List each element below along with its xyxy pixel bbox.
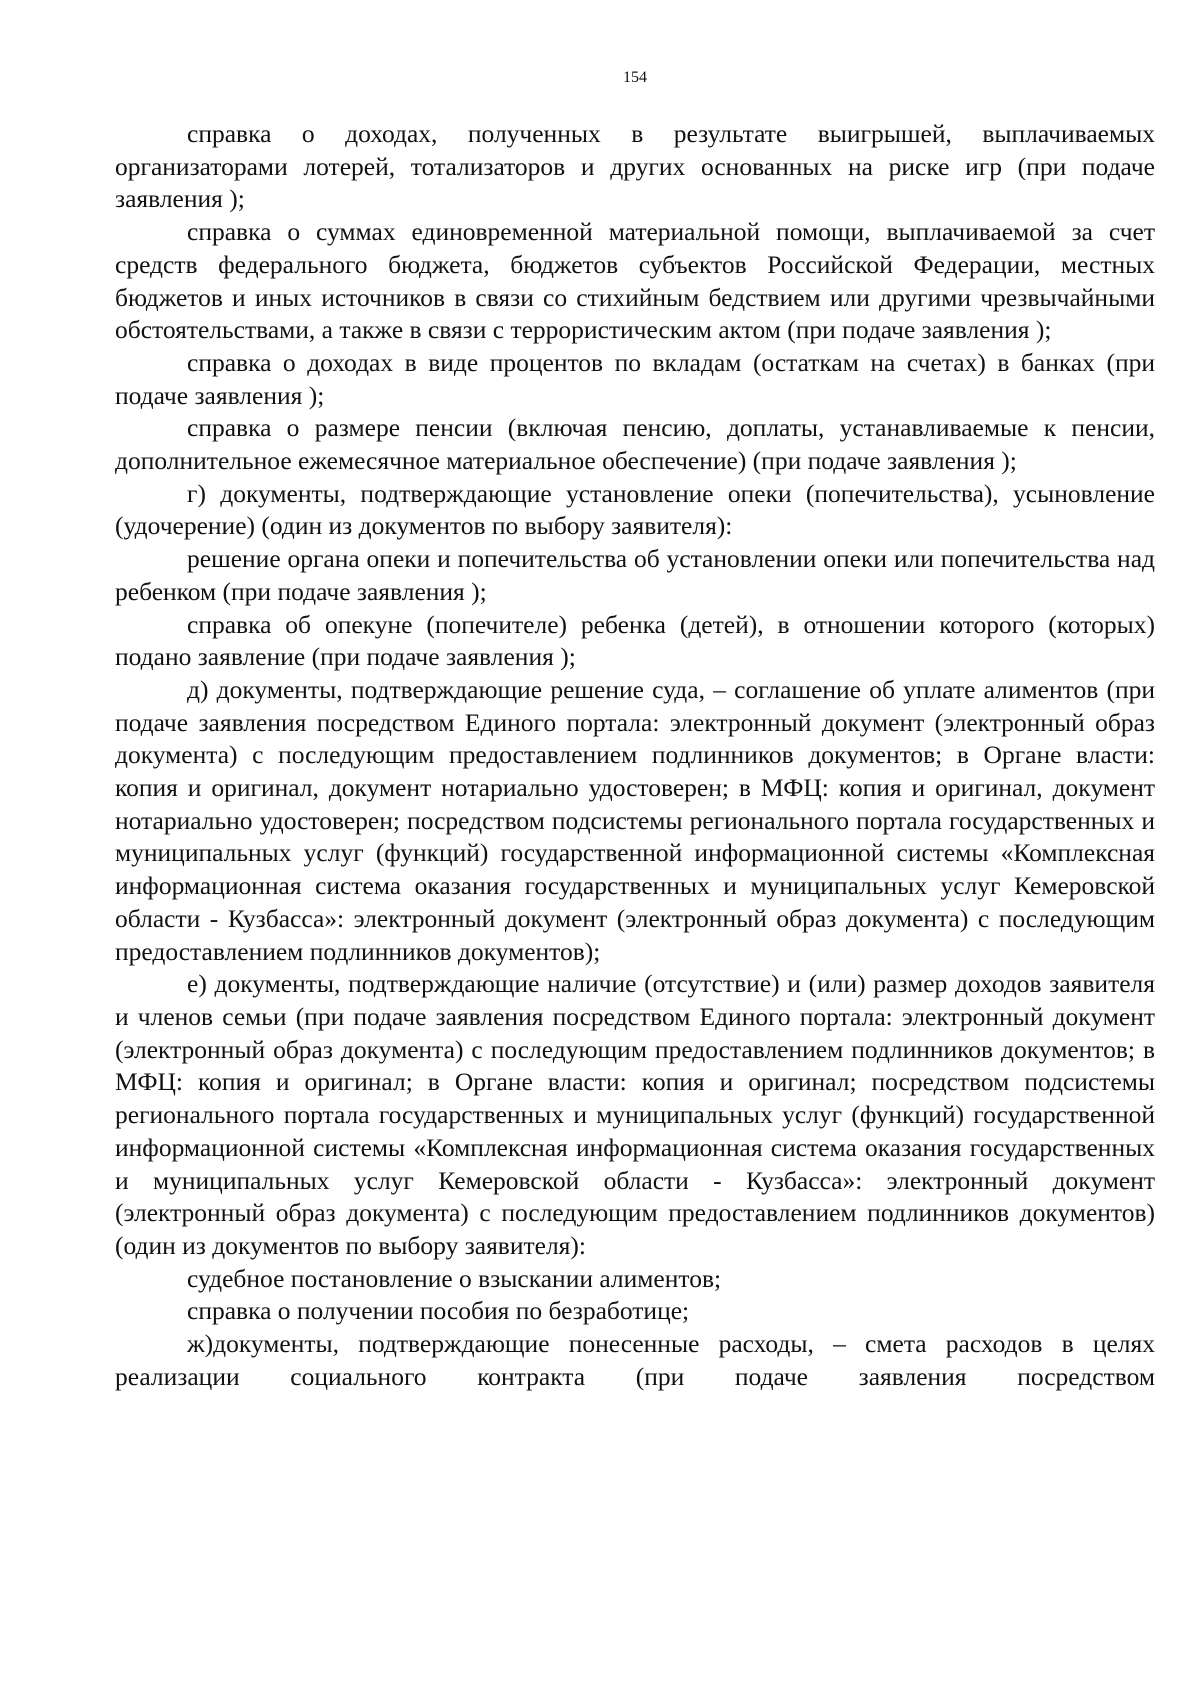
paragraph-guardian-certificate: справка об опекуне (попечителе) ребенка (детей), в отношении которого (которых) подано заявление (при подаче заявления ); (115, 609, 1155, 672)
paragraph-guardianship-decision: решение органа опеки и попечительства об установлении опеки или попечительства над ребенком (при подаче заявления ); (115, 544, 1155, 606)
paragraph-item-e: е) документы, подтверждающие наличие (отсутствие) и (или) размер доходов заявителя и членов семьи (при подаче заявления посредством Единого портала: электронный документ (электронный образ документа) с последующим предоставлением подлинников документов; в МФЦ: копия и оригинал; в Органе власти: копия и оригинал; посредством подсистемы регионального портала государственных и муниципальных услуг (функций) государственной информационной системы «Комплексная информационная система оказания государственных и муниципальных услуг Кемеровской области - Кузбасса»: электронный документ (электронный образ документа) с последующим предоставлением подлинников документов) (один из документов по выбору заявителя): (115, 969, 1155, 1260)
paragraph-bank-interest: справка о доходах в виде процентов по вкладам (остаткам на счетах) в банках (при подаче заявления ); (115, 347, 1155, 410)
paragraph-alimony-ruling: судебное постановление о взыскании алиментов; (187, 1263, 722, 1293)
document-body (115, 118, 1155, 1393)
paragraph-lottery-income: справка о доходах, полученных в результате выигрышей, выплачиваемых организаторами лотерей, тотализаторов и других основанных на риске игр (при подаче заявления ); (115, 119, 1155, 214)
paragraph-material-aid: справка о суммах единовременной материальной помощи, выплачиваемой за счет средств федерального бюджета, бюджетов субъектов Российской Федерации, местных бюджетов и иных источников в связи со стихийным бедствием или другими чрезвычайными обстоятельствами, а также в связи с террористическим актом (при подаче заявления ); (115, 217, 1155, 345)
paragraph-pension: справка о размере пенсии (включая пенсию, доплаты, устанавливаемые к пенсии, дополнительное ежемесячное материальное обеспечение) (при подаче заявления ); (115, 413, 1155, 476)
paragraph-item-zh: ж)документы, подтверждающие понесенные расходы, – смета расходов в целях реализации социального контракта (при подаче заявления посредством (115, 1329, 1155, 1391)
paragraph-item-d: д) документы, подтверждающие решение суда, – соглашение об уплате алиментов (при подаче заявления посредством Единого портала: электронный документ (электронный образ документа) с последующим предоставлением подлинников документов; в Органе власти: копия и оригинал, документ нотариально удостоверен; в МФЦ: копия и оригинал, документ нотариально удостоверен; посредством подсистемы регионального портала государственных и муниципальных услуг (функций) государственной информационной системы «Комплексная информационная система оказания государственных и муниципальных услуг Кемеровской области - Кузбасса»: электронный документ (электронный образ документа) с последующим предоставлением подлинников документов); (115, 674, 1155, 966)
paragraph-unemployment-benefit: справка о получении пособия по безработице; (187, 1296, 690, 1326)
page-number: 154 (623, 69, 647, 86)
paragraph-item-g: г) документы, подтверждающие установление опеки (попечительства), усыновление (удочерение) (один из документов по выбору заявителя): (115, 478, 1155, 541)
